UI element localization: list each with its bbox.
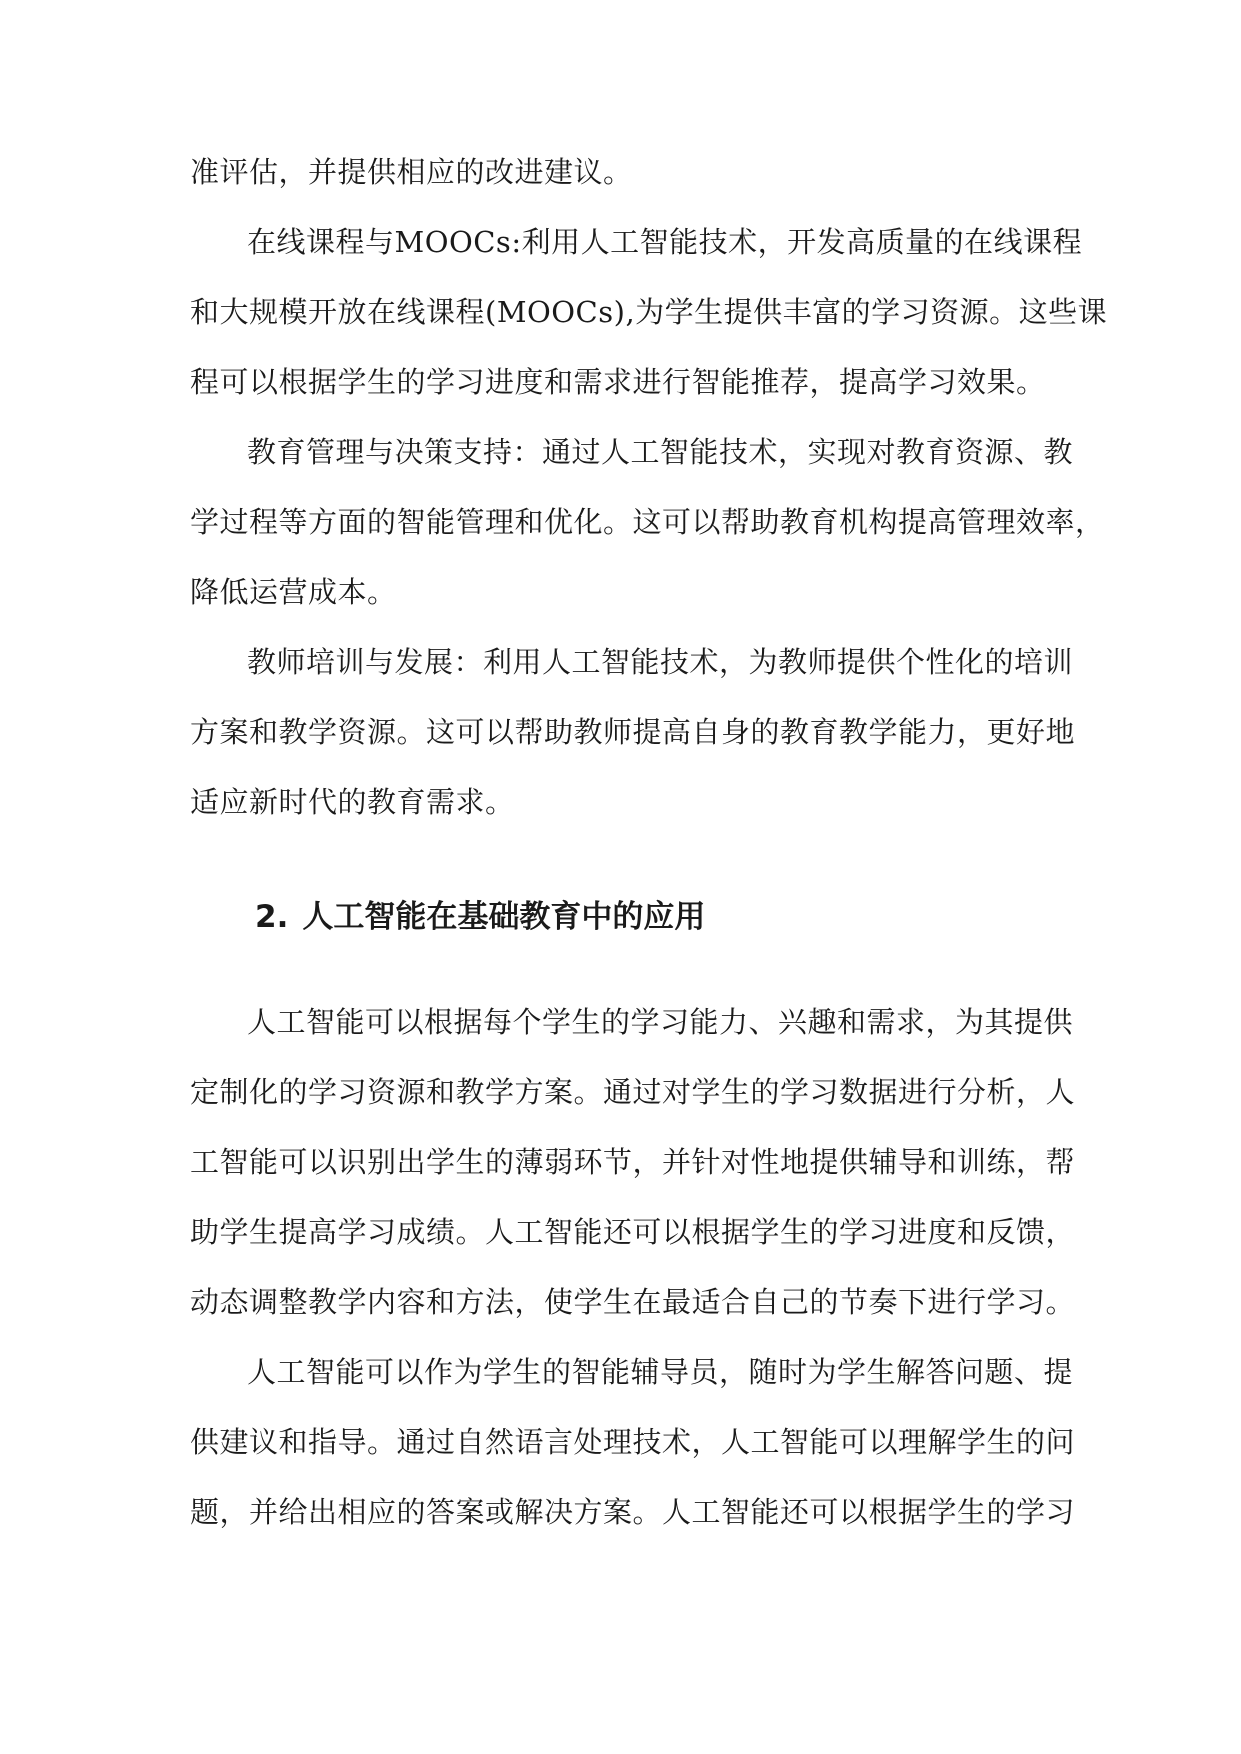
text-line: 和大规模开放在线课程(MOOCs),为学生提供丰富的学习资源。这些课 xyxy=(190,295,1108,329)
text-line: 题，并给出相应的答案或解决方案。人工智能还可以根据学生的学习 xyxy=(190,1495,1076,1529)
text-line: 动态调整教学内容和方法，使学生在最适合自己的节奏下进行学习。 xyxy=(190,1285,1076,1319)
text-line: 在线课程与MOOCs:利用人工智能技术，开发高质量的在线课程 xyxy=(247,225,1083,259)
text-line: 定制化的学习资源和教学方案。通过对学生的学习数据进行分析，人 xyxy=(190,1075,1076,1109)
text-line: 供建议和指导。通过自然语言处理技术，人工智能可以理解学生的问 xyxy=(190,1425,1076,1459)
text-line: 人工智能可以根据每个学生的学习能力、兴趣和需求，为其提供 xyxy=(247,1005,1074,1039)
text-line: 教育管理与决策支持：通过人工智能技术，实现对教育资源、教 xyxy=(247,435,1074,469)
text-line: 学过程等方面的智能管理和优化。这可以帮助教育机构提高管理效率， xyxy=(190,505,1105,539)
text-line: 程可以根据学生的学习进度和需求进行智能推荐，提高学习效果。 xyxy=(190,365,1046,399)
text-line: 助学生提高学习成绩。人工智能还可以根据学生的学习进度和反馈， xyxy=(190,1215,1076,1249)
text-line: 工智能可以识别出学生的薄弱环节，并针对性地提供辅导和训练，帮 xyxy=(190,1145,1076,1179)
section-heading xyxy=(255,896,705,938)
text-line: 适应新时代的教育需求。 xyxy=(190,785,515,819)
section-title: 人工智能在基础教育中的应用 xyxy=(302,899,706,935)
text-line: 人工智能可以作为学生的智能辅导员，随时为学生解答问题、提 xyxy=(247,1355,1074,1389)
text-line: 方案和教学资源。这可以帮助教师提高自身的教育教学能力，更好地 xyxy=(190,715,1076,749)
text-line: 降低运营成本。 xyxy=(190,575,397,609)
text-line: 教师培训与发展：利用人工智能技术，为教师提供个性化的培训 xyxy=(247,645,1074,679)
text-line: 准评估，并提供相应的改进建议。 xyxy=(190,155,633,189)
section-number: 2. xyxy=(255,899,289,935)
